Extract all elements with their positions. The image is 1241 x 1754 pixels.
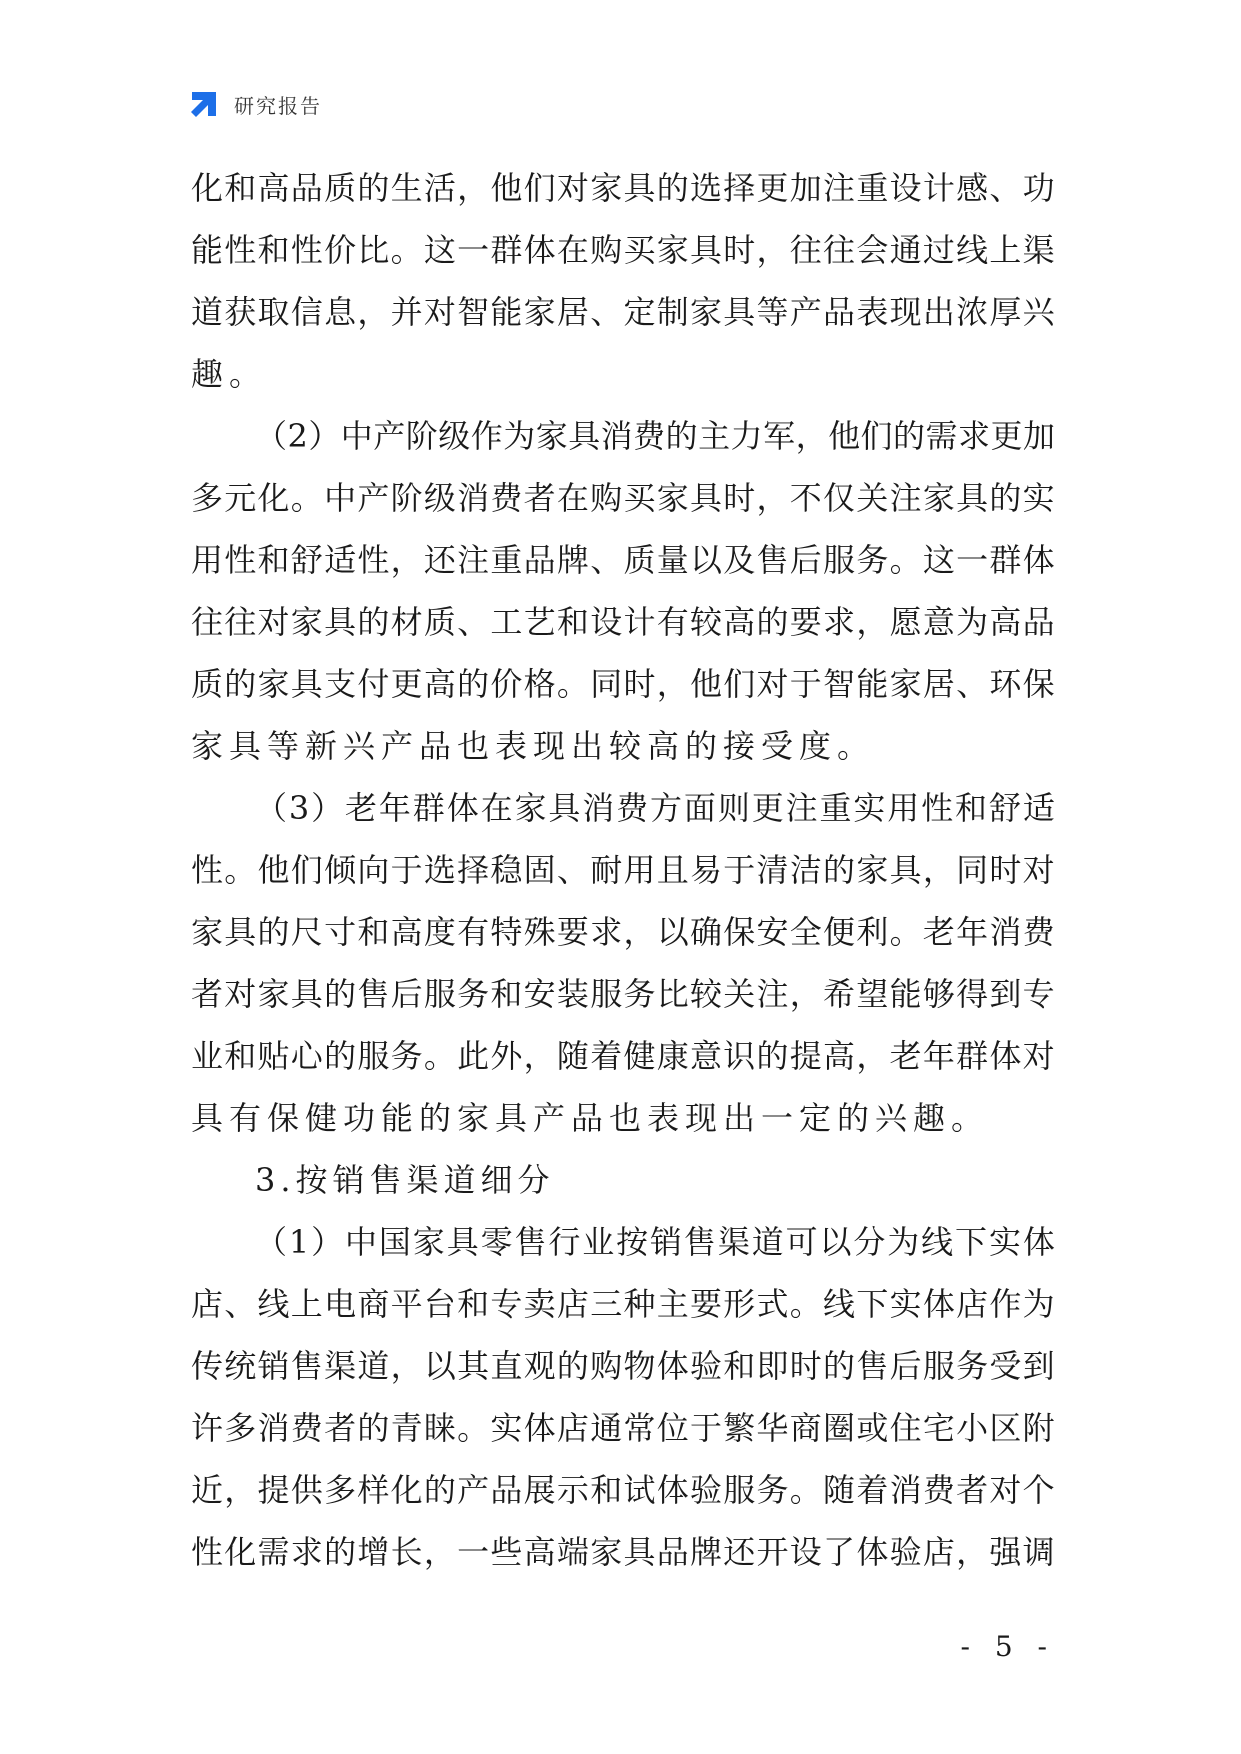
text-line: 多 元 化 。 中 产 阶 级 消 费 者 在 购 买 家 具 时 ， 不 仅 关 注 家 具 的 实 <box>191 479 1055 517</box>
arrow-up-right-icon <box>188 88 220 120</box>
text-line: 道 获 取 信 息 ， 并 对 智 能 家 居 、 定 制 家 具 等 产 品 表 现 出 浓 厚 兴 <box>191 293 1055 331</box>
text-line: （ 1 ） 中 国 家 具 零 售 行 业 按 销 售 渠 道 可 以 分 为 线 下 实 体 <box>255 1223 1055 1261</box>
text-line: 家 具 的 尺 寸 和 高 度 有 特 殊 要 求 ， 以 确 保 安 全 便 利 。 老 年 消 费 <box>191 913 1055 951</box>
text-line: 者 对 家 具 的 售 后 服 务 和 安 装 服 务 比 较 关 注 ， 希 望 能 够 得 到 专 <box>191 975 1055 1013</box>
text-line: （ 3 ） 老 年 群 体 在 家 具 消 费 方 面 则 更 注 重 实 用 性 和 舒 适 <box>255 789 1055 827</box>
text-line: 传 统 销 售 渠 道 ， 以 其 直 观 的 购 物 体 验 和 即 时 的 售 后 服 务 受 到 <box>191 1347 1055 1385</box>
body-text <box>191 157 1055 1583</box>
report-header <box>188 86 322 122</box>
page-number: - 5 - <box>960 1630 1055 1663</box>
section-heading: 3.按销售渠道细分 <box>255 1161 555 1199</box>
text-line: （ 2 ） 中 产 阶 级 作 为 家 具 消 费 的 主 力 军 ， 他 们 的 需 求 更 加 <box>255 417 1055 455</box>
text-line: 业 和 贴 心 的 服 务 。 此 外 ， 随 着 健 康 意 识 的 提 高 ， 老 年 群 体 对 <box>191 1037 1055 1075</box>
text-line: 用 性 和 舒 适 性 ， 还 注 重 品 牌 、 质 量 以 及 售 后 服 务 。 这 一 群 体 <box>191 541 1055 579</box>
text-line: 质 的 家 具 支 付 更 高 的 价 格 。 同 时 ， 他 们 对 于 智 能 家 居 、 环 保 <box>191 665 1055 703</box>
header-title: 研究报告 <box>234 93 322 118</box>
text-line: 趣。 <box>191 355 268 393</box>
text-line: 许 多 消 费 者 的 青 睐 。 实 体 店 通 常 位 于 繁 华 商 圈 或 住 宅 小 区 附 <box>191 1409 1055 1447</box>
text-line: 家具等新兴产品也表现出较高的接受度。 <box>191 727 876 765</box>
text-line: 往 往 对 家 具 的 材 质 、 工 艺 和 设 计 有 较 高 的 要 求 ， 愿 意 为 高 品 <box>191 603 1055 641</box>
text-line: 性 化 需 求 的 增 长 ， 一 些 高 端 家 具 品 牌 还 开 设 了 体 验 店 ， 强 调 <box>191 1533 1055 1571</box>
text-line: 能 性 和 性 价 比 。 这 一 群 体 在 购 买 家 具 时 ， 往 往 会 通 过 线 上 渠 <box>191 231 1055 269</box>
text-line: 店 、 线 上 电 商 平 台 和 专 卖 店 三 种 主 要 形 式 。 线 下 实 体 店 作 为 <box>191 1285 1055 1323</box>
text-line: 性 。 他 们 倾 向 于 选 择 稳 固 、 耐 用 且 易 于 清 洁 的 家 具 ， 同 时 对 <box>191 851 1055 889</box>
text-line: 近 ， 提 供 多 样 化 的 产 品 展 示 和 试 体 验 服 务 。 随 着 消 费 者 对 个 <box>191 1471 1055 1509</box>
text-line: 化 和 高 品 质 的 生 活 ， 他 们 对 家 具 的 选 择 更 加 注 重 设 计 感 、 功 <box>191 169 1055 207</box>
text-line: 具有保健功能的家具产品也表现出一定的兴趣。 <box>191 1099 990 1137</box>
